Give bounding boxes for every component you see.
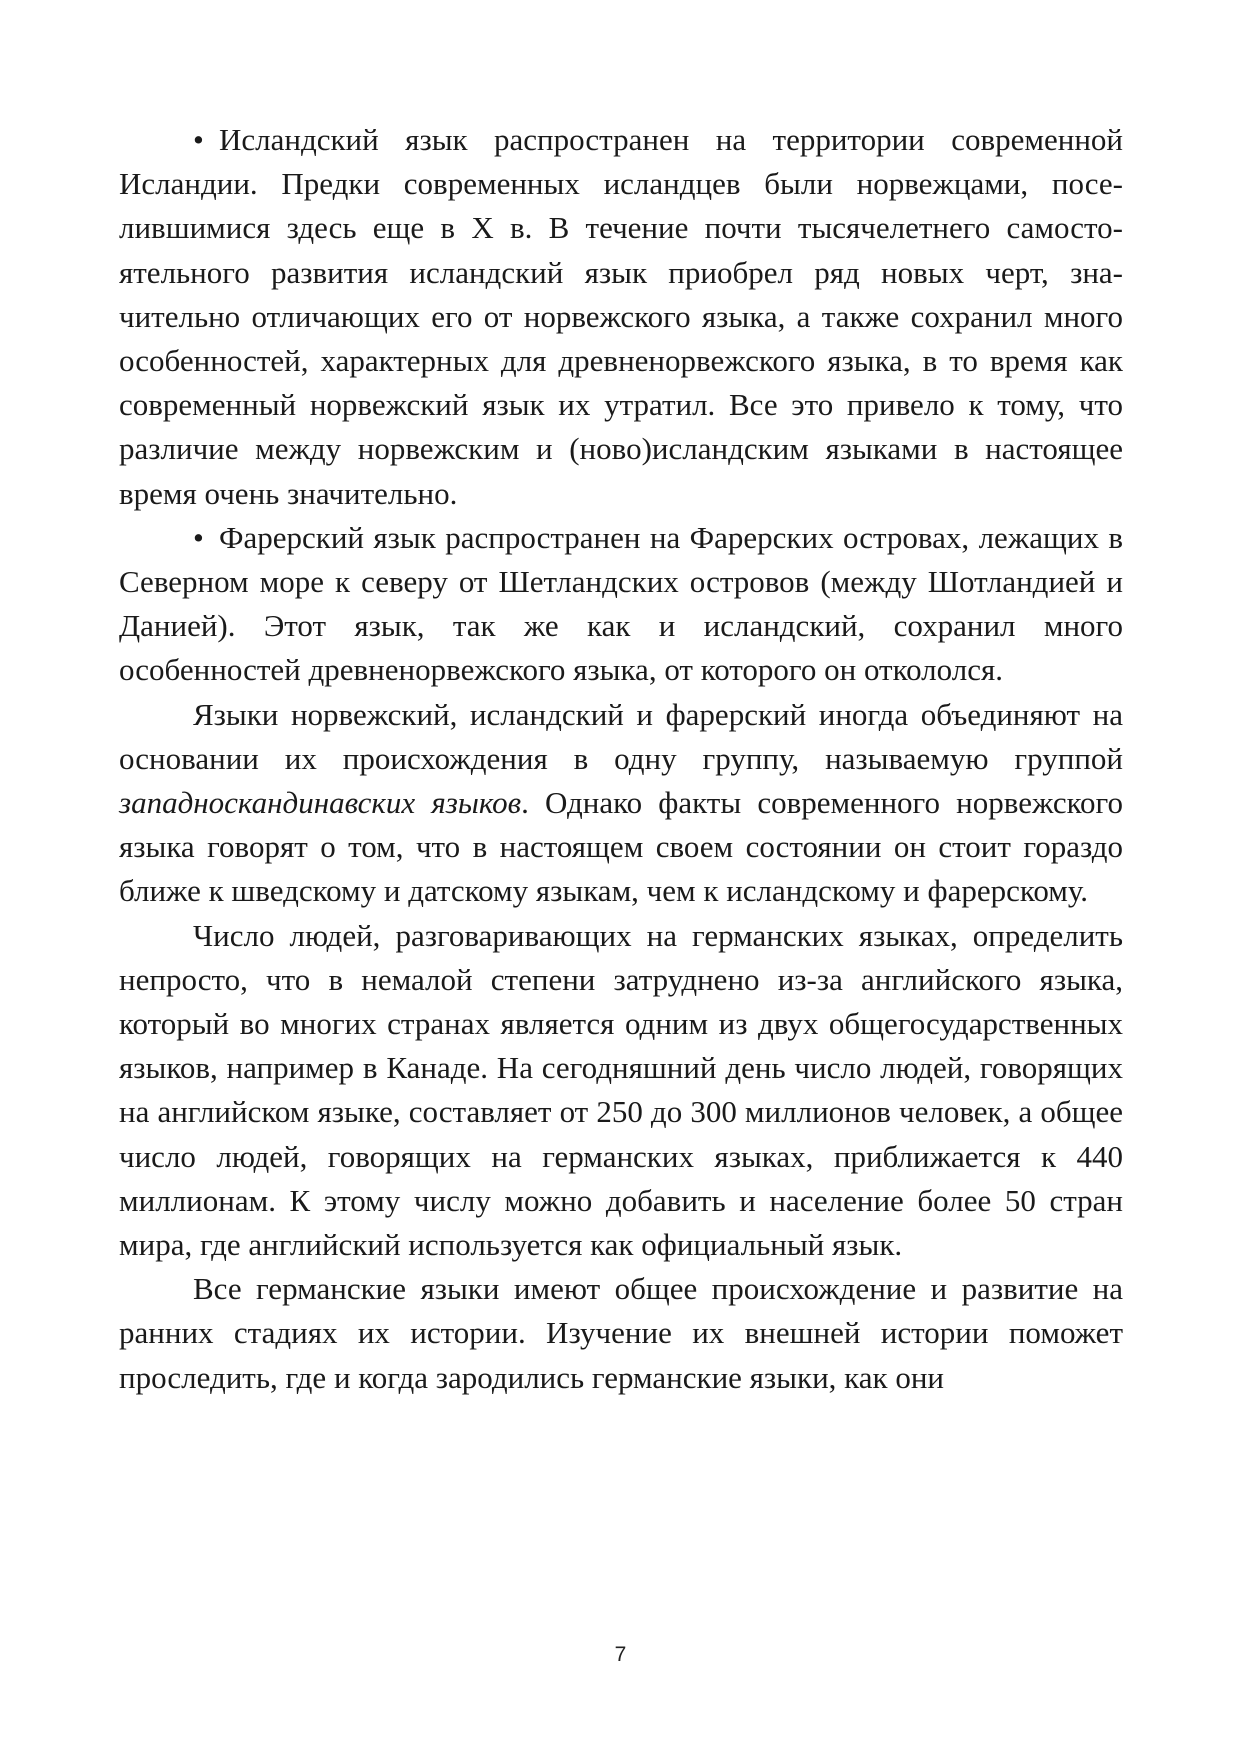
paragraph-text: Фарерский язык распространен на Фарерских островах, лежащих в Северном море к северу от Шетландских островов (между Шотландией и Данией). Этот язык, так же как и исландский, сохранил много особенностей древненорвежского языка, от которого он откололся.: [119, 519, 1123, 688]
bullet-icon: •: [193, 519, 204, 555]
italic-term: западноскандинавских языков: [119, 785, 522, 821]
paragraph-common-origin: [119, 1267, 1123, 1400]
paragraph-speaker-count: [119, 914, 1123, 1268]
paragraph-text-start: Языки норвежский, исландский и фарерский иногда объединяют на основании их происхождения в одну группу, называемую группой: [119, 696, 1123, 776]
page-number: 7: [614, 1643, 627, 1666]
paragraph-text: Все германские языки имеют общее происхождение и развитие на ранних стадиях их истории. Изучение их внешней истории поможет проследить, где и когда зародились германские языки, как они: [119, 1271, 1123, 1395]
paragraph-text: Исландский язык распространен на территории современной Исландии. Предки современных исландцев были норвежцами, поселившимися здесь еще в X в. В течение почти тысячелетнего самостоятельного развития исландский язык приобрел ряд новых черт, значительно отличающих его от норвежского языка, а также сохранил много особенностей, характерных для древненорвежского языка, в то время как современный норвежский язык их утратил. Все это привело к тому, что различие между норвежским и (ново)исландским языками в настоящее время очень значительно.: [119, 122, 1123, 511]
paragraph-text-end: . Однако факты современного норвежского языка говорят о том, что в настоящем своем состоянии он стоит гораздо ближе к шведскому и датскому языкам, чем к исландскому и фарерскому.: [119, 785, 1124, 909]
paragraph-faroese: [119, 516, 1123, 693]
paragraph-west-scandinavian: [119, 693, 1123, 914]
paragraph-icelandic: [119, 118, 1123, 516]
body-text: [119, 118, 1123, 1400]
bullet-icon: •: [193, 122, 204, 157]
paragraph-text: Число людей, разговаривающих на германских языках, определить непросто, что в немалой степени затруднено из-за английского языка, который во многих странах является одним из двух общегосударственных языков, например в Канаде. На сегодняшний день число людей, говорящих на английском языке, составляет от 250 до 300 миллионов человек, а общее число людей, говорящих на германских языках, приближается к 440 миллионам. К этому числу можно добавить и население более 50 стран мира, где английский используется как официальный язык.: [119, 917, 1123, 1263]
